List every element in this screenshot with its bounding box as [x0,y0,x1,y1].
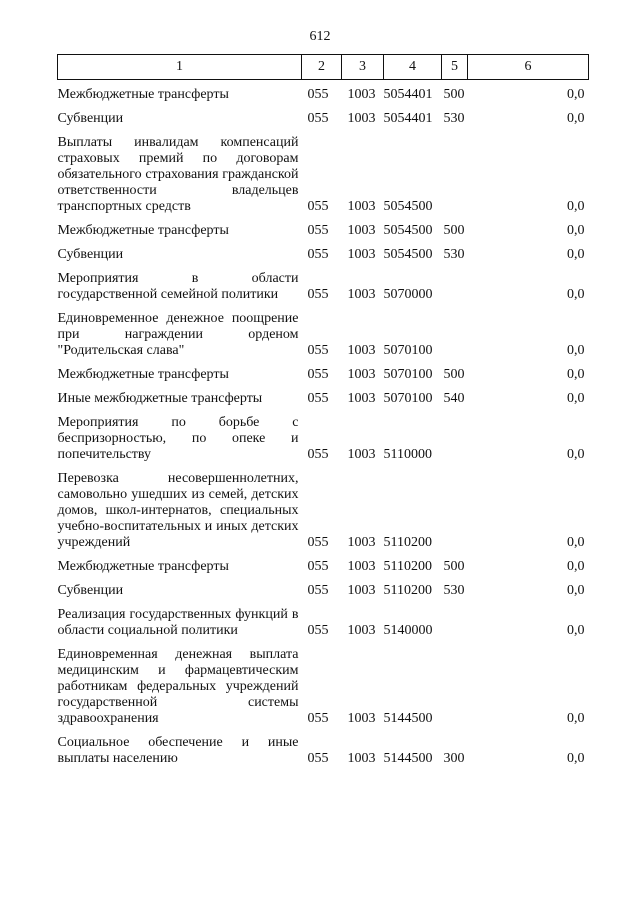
row-name: Мероприятия по борьбе с беспризорностью, по опеке и попечительству [57,415,299,462]
row-code-col-2: 055 [307,391,329,406]
row-name: Перевозка несовершеннолетних, самовольно ушедших из семей, детских домов, школ-интернатов, специальных учебно-воспитательных и иных детских учреждений [57,471,299,550]
row-name: Субвенции [57,583,124,598]
row-code-col-3: 1003 [347,583,376,598]
row-code-col-5 [442,407,468,463]
table-row [58,407,589,463]
header-col-4: 4 [384,55,442,80]
row-code-col-4: 5054500 [383,223,433,238]
row-code-col-2: 055 [307,711,329,726]
row-value: 0,0 [567,535,585,550]
row-code-col-3: 1003 [347,199,376,214]
row-code-col-2: 055 [307,623,329,638]
header-col-1: 1 [58,55,302,80]
row-code-col-3: 1003 [347,559,376,574]
row-code-col-4: 5054500 [383,247,433,262]
table-body [58,80,589,768]
row-code-col-5: 500 [443,559,465,574]
row-value: 0,0 [567,87,585,102]
row-code-col-3: 1003 [347,87,376,102]
row-code-col-2: 055 [307,447,329,462]
row-value: 0,0 [567,247,585,262]
row-code-col-4: 5054401 [383,87,433,102]
table-row [58,463,589,551]
table-row [58,263,589,303]
table-header [58,55,589,80]
row-code-col-5 [442,639,468,727]
header-col-2: 2 [302,55,342,80]
row-code-col-3: 1003 [347,447,376,462]
row-code-col-3: 1003 [347,391,376,406]
row-code-col-4: 5110200 [383,583,432,598]
table-row [58,239,589,263]
row-value: 0,0 [567,623,585,638]
row-code-col-5: 530 [443,111,465,126]
row-name: Социальное обеспечение и иные выплаты населению [57,735,299,766]
table-row [58,599,589,639]
row-code-col-5 [442,463,468,551]
row-name: Мероприятия в области государственной семейной политики [57,271,299,302]
row-code-col-4: 5070000 [383,287,433,302]
row-code-col-4: 5140000 [383,623,433,638]
table-row [58,80,589,104]
row-code-col-2: 055 [307,199,329,214]
row-code-col-4: 5144500 [383,751,433,766]
row-code-col-5: 300 [443,751,465,766]
row-name: Реализация государственных функций в области социальной политики [57,607,299,638]
row-value: 0,0 [567,287,585,302]
row-code-col-3: 1003 [347,111,376,126]
row-code-col-5: 500 [443,223,465,238]
row-code-col-4: 5070100 [383,343,433,358]
row-value: 0,0 [567,447,585,462]
row-code-col-3: 1003 [347,223,376,238]
row-code-col-2: 055 [307,367,329,382]
row-name: Единовременное денежное поощрение при награждении орденом "Родительская слава" [57,311,299,358]
row-value: 0,0 [567,223,585,238]
row-code-col-4: 5110200 [383,559,432,574]
table-row [58,359,589,383]
row-name: Межбюджетные трансферты [57,367,229,382]
row-name: Единовременная денежная выплата медицинским и фармацевтическим работникам федеральных учреждений государственной системы здравоохранения [57,647,299,726]
table-row [58,103,589,127]
row-value: 0,0 [567,343,585,358]
row-code-col-4: 5054500 [383,199,433,214]
row-code-col-2: 055 [307,287,329,302]
row-code-col-2: 055 [307,111,329,126]
row-code-col-5 [442,127,468,215]
table-row [58,575,589,599]
table-row [58,215,589,239]
row-code-col-3: 1003 [347,535,376,550]
budget-table [57,54,589,767]
row-code-col-5: 500 [443,367,465,382]
row-code-col-4: 5110200 [383,535,432,550]
row-code-col-3: 1003 [347,751,376,766]
row-value: 0,0 [567,559,585,574]
table-row [58,303,589,359]
row-code-col-3: 1003 [347,623,376,638]
row-value: 0,0 [567,583,585,598]
row-code-col-3: 1003 [347,711,376,726]
row-code-col-2: 055 [307,559,329,574]
row-name: Межбюджетные трансферты [57,223,229,238]
header-col-5: 5 [442,55,468,80]
row-name: Выплаты инвалидам компенсаций страховых премий по договорам обязательного страхования гражданской ответственности владельцев транспортных средств [57,135,299,214]
row-code-col-5: 540 [443,391,465,406]
row-name: Межбюджетные трансферты [57,559,229,574]
row-name: Субвенции [57,247,124,262]
row-value: 0,0 [567,391,585,406]
row-code-col-2: 055 [307,87,329,102]
table-row [58,551,589,575]
row-name: Субвенции [57,111,124,126]
table-row [58,727,589,767]
table-row [58,383,589,407]
row-code-col-5 [442,263,468,303]
row-value: 0,0 [567,111,585,126]
header-col-3: 3 [342,55,384,80]
page-number: 612 [309,29,331,44]
row-name: Иные межбюджетные трансферты [57,391,263,406]
row-name: Межбюджетные трансферты [57,87,229,102]
row-code-col-4: 5144500 [383,711,433,726]
row-value: 0,0 [567,711,585,726]
table-row [58,127,589,215]
row-code-col-4: 5110000 [383,447,432,462]
row-code-col-2: 055 [307,247,329,262]
row-code-col-5: 530 [443,583,465,598]
table-row [58,639,589,727]
row-code-col-3: 1003 [347,247,376,262]
row-code-col-4: 5054401 [383,111,433,126]
row-code-col-3: 1003 [347,367,376,382]
row-value: 0,0 [567,751,585,766]
row-code-col-3: 1003 [347,287,376,302]
row-value: 0,0 [567,199,585,214]
row-code-col-2: 055 [307,343,329,358]
row-code-col-2: 055 [307,583,329,598]
row-code-col-3: 1003 [347,343,376,358]
row-code-col-4: 5070100 [383,391,433,406]
row-code-col-2: 055 [307,223,329,238]
row-code-col-2: 055 [307,535,329,550]
row-code-col-2: 055 [307,751,329,766]
row-code-col-5 [442,599,468,639]
row-code-col-4: 5070100 [383,367,433,382]
row-code-col-5 [442,303,468,359]
header-col-6: 6 [468,55,589,80]
row-value: 0,0 [567,367,585,382]
row-code-col-5: 500 [443,87,465,102]
row-code-col-5: 530 [443,247,465,262]
